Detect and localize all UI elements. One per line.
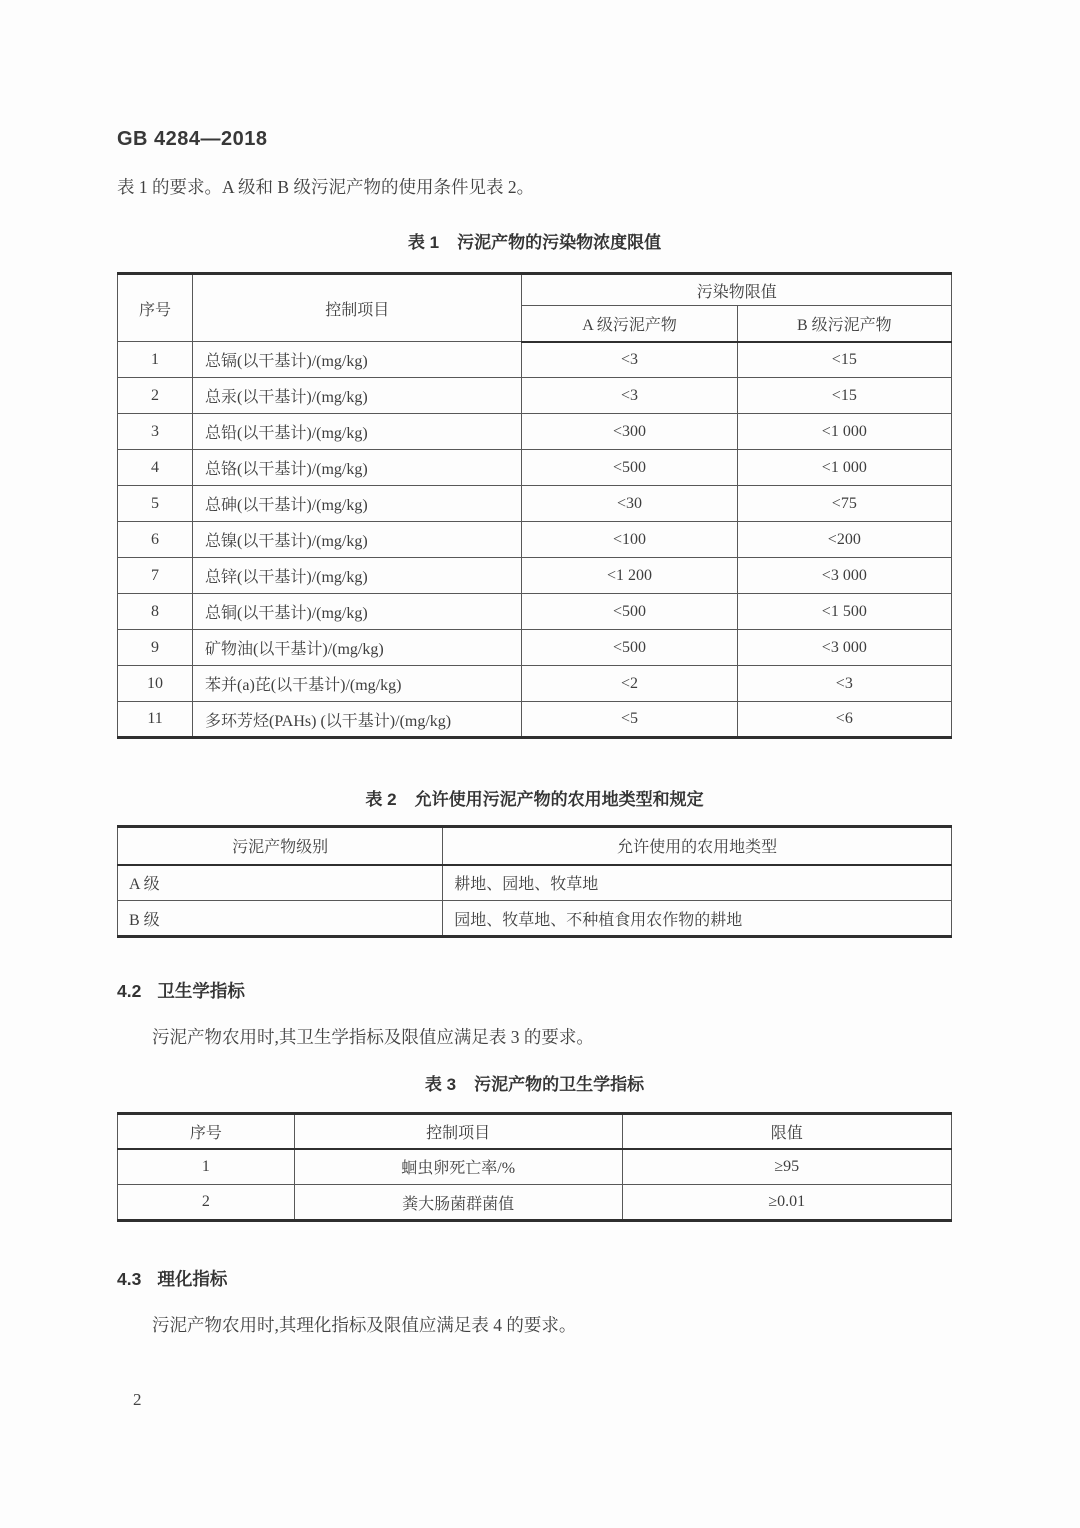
section-4-3-heading [117,1266,952,1289]
row-grade-a-value: <300 [522,414,737,450]
table1-header-index: 序号 [118,274,193,342]
row-item: 总锌(以干基计)/(mg/kg) [193,558,522,594]
row-grade-a-value: <100 [522,522,737,558]
table-row [118,522,952,558]
row-index: 2 [118,1185,295,1221]
row-grade-a-value: <3 [522,342,737,378]
section-4-3-title: 理化指标 [157,1269,228,1289]
row-grade-a-value: <500 [522,630,737,666]
section-4-3-number: 4.3 [117,1269,142,1289]
row-index: 6 [118,522,193,558]
table3-caption-label: 表 3 [424,1075,457,1094]
row-grade: A 级 [118,865,443,901]
table2-header-land: 允许使用的农用地类型 [443,827,952,865]
row-grade-b-value: <1 000 [737,450,951,486]
row-item: 总铜(以干基计)/(mg/kg) [193,594,522,630]
row-index: 7 [118,558,193,594]
section-4-2-heading [117,978,952,1001]
row-limit-value: ≥0.01 [622,1185,951,1221]
table-row [118,702,952,738]
row-item: 总铬(以干基计)/(mg/kg) [193,450,522,486]
intro-paragraph: 表 1 的要求。A 级和 B 级污泥产物的使用条件见表 2。 [117,177,535,197]
table3-header-item: 控制项目 [294,1114,622,1149]
page-number: 2 [133,1390,142,1409]
row-grade-a-value: <5 [522,702,737,738]
row-grade-b-value: <15 [737,342,951,378]
row-grade-b-value: <3 [737,666,951,702]
table3-header-limit: 限值 [622,1114,951,1149]
row-index: 4 [118,450,193,486]
row-index: 11 [118,702,193,738]
section-4-2-number: 4.2 [117,981,142,1001]
row-index: 8 [118,594,193,630]
row-item: 矿物油(以干基计)/(mg/kg) [193,630,522,666]
table1-header-grade-a: A 级污泥产物 [522,306,737,342]
table1-header-item: 控制项目 [193,274,522,342]
table3-hygiene-indicators [117,1112,952,1222]
row-index: 1 [118,342,193,378]
table-row [118,630,952,666]
row-index: 3 [118,414,193,450]
table3-header-index: 序号 [118,1114,295,1149]
section-4-2-title: 卫生学指标 [157,981,245,1001]
row-item: 总铅(以干基计)/(mg/kg) [193,414,522,450]
row-item: 蛔虫卵死亡率/% [294,1149,622,1185]
table2-caption-label: 表 2 [365,790,397,809]
row-grade-a-value: <3 [522,378,737,414]
table-row [118,865,952,901]
row-index: 1 [118,1149,295,1185]
section-4-3-paragraph: 污泥产物农用时,其理化指标及限值应满足表 4 的要求。 [152,1315,577,1335]
row-grade-b-value: <1 500 [737,594,951,630]
table2-land-use-types [117,825,952,938]
row-grade-b-value: <3 000 [737,558,951,594]
row-index: 9 [118,630,193,666]
table-row [118,558,952,594]
section-4-2-paragraph: 污泥产物农用时,其卫生学指标及限值应满足表 3 的要求。 [152,1027,594,1047]
table-row [118,414,952,450]
row-item: 多环芳烃(PAHs) (以干基计)/(mg/kg) [193,702,522,738]
row-limit-value: ≥95 [622,1149,951,1185]
row-land-types: 耕地、园地、牧草地 [443,865,952,901]
row-grade-b-value: <200 [737,522,951,558]
table2-caption-title: 允许使用污泥产物的农用地类型和规定 [414,790,704,809]
row-grade-a-value: <1 200 [522,558,737,594]
table-row [118,1185,952,1221]
table3-caption-title: 污泥产物的卫生学指标 [474,1075,645,1094]
row-grade-a-value: <500 [522,594,737,630]
row-grade: B 级 [118,901,443,937]
row-grade-b-value: <6 [737,702,951,738]
row-land-types: 园地、牧草地、不种植食用农作物的耕地 [443,901,952,937]
table-row [118,486,952,522]
table1-pollutant-limits [117,272,952,739]
table3-caption [117,1070,952,1093]
row-index: 5 [118,486,193,522]
row-grade-b-value: <15 [737,378,951,414]
table-row [118,1149,952,1185]
standard-code: GB 4284—2018 [117,128,268,150]
table-row [118,594,952,630]
row-item: 总砷(以干基计)/(mg/kg) [193,486,522,522]
table1-caption-label: 表 1 [407,233,440,252]
row-index: 10 [118,666,193,702]
table1-caption [117,228,952,251]
table-row [118,450,952,486]
row-grade-a-value: <500 [522,450,737,486]
row-grade-a-value: <30 [522,486,737,522]
table2-header-grade: 污泥产物级别 [118,827,443,865]
row-item: 粪大肠菌群菌值 [294,1185,622,1221]
row-item: 总镍(以干基计)/(mg/kg) [193,522,522,558]
table-row [118,901,952,937]
table-row [118,378,952,414]
table-row [118,342,952,378]
row-grade-b-value: <1 000 [737,414,951,450]
row-grade-b-value: <75 [737,486,951,522]
table2-caption [117,785,952,808]
row-index: 2 [118,378,193,414]
row-item: 总镉(以干基计)/(mg/kg) [193,342,522,378]
table1-header-limits-group: 污染物限值 [522,274,952,306]
row-grade-b-value: <3 000 [737,630,951,666]
page-content [117,0,952,1410]
row-item: 苯并(a)芘(以干基计)/(mg/kg) [193,666,522,702]
row-item: 总汞(以干基计)/(mg/kg) [193,378,522,414]
table-row [118,666,952,702]
table1-header-grade-b: B 级污泥产物 [737,306,951,342]
row-grade-a-value: <2 [522,666,737,702]
table1-caption-title: 污泥产物的污染物浓度限值 [457,233,662,252]
